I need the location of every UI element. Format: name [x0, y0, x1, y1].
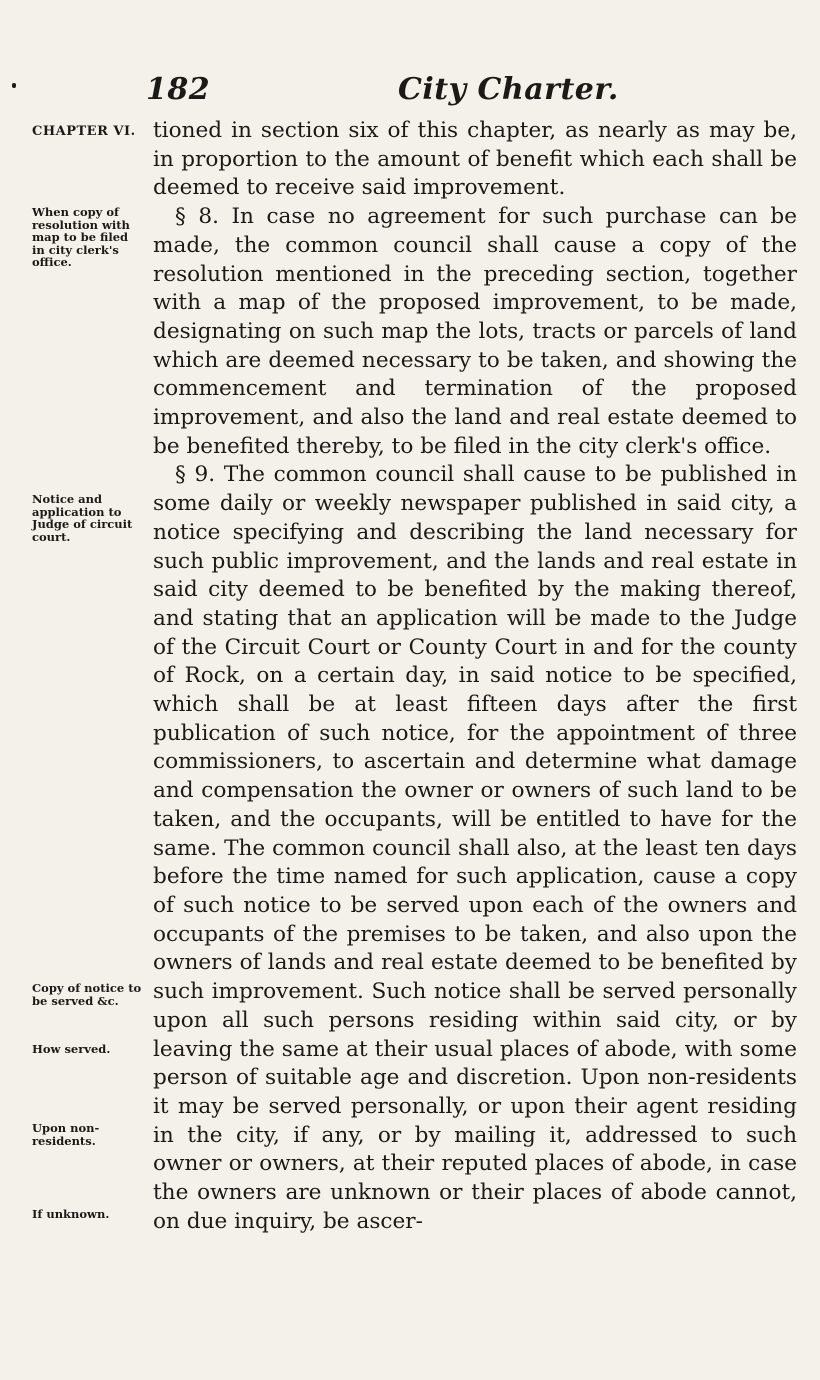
sidenote-copy-of-resolution: When copy of resolution with map to be filed in city clerk's office.: [32, 205, 130, 269]
sidenote-copy-of-notice: Copy of notice to be served &c.: [32, 981, 142, 1008]
sidenote-how-served: How served.: [32, 1042, 111, 1056]
paragraph-section-8: § 8. In case no agreement for such purchase can be made, the common council shall cause a copy of the resolution mentioned in the preceding section, together with a map of the proposed improvement, to be made, designating on such map the lots, tracts or parcels of land which are deemed necessary to be taken, and showing the commencement and termination of the proposed improvement, and also the land and real estate deemed to be benefited thereby, to be filed in the city clerk's office.: [153, 204, 797, 459]
sidenote-notice-and-application: Notice and application to Judge of circuit court.: [32, 492, 133, 544]
paragraph-continuation: tioned in section six of this chapter, as nearly as may be, in proportion to the amount of benefit which each shall be deemed to receive said improvement.: [153, 118, 797, 201]
sidenote-if-unknown: If unknown.: [32, 1207, 110, 1221]
paragraph-section-9: § 9. The common council shall cause to be published in some daily or weekly newspaper published in said city, a notice specifying and describing the land necessary for such public improvement, and the lands and real estate in said city deemed to be benefited by the making thereof, and stating that an application will be made to the Judge of the Circuit Court or County Court in and for the county of Rock, on a certain day, in said notice to be specified, which shall be at least fifteen days after the first publication of such notice, for the appointment of three commissioners, to ascertain and determine what damage and compensation the owner or owners of such land to be taken, and the occupants, will be entitled to have for the same. The common council shall also, at the least ten days before the time named for such application, cause a copy of such notice to be served upon each of the owners and occupants of the premises to be taken, and also upon the owners of lands and real estate deemed to be benefited by such improvement. Such notice shall be served personally upon all such persons residing within said city, or by leaving the same at their usual places of abode, with some person of suitable age and discretion. Upon non-residents it may be served personally, or upon their agent residing in the city, if any, or by mailing it, addressed to such owner or owners, at their reputed places of abode, in case the owners are unknown or their places of abode cannot, on due inquiry, be ascer-: [153, 462, 797, 1234]
page-header: [0, 68, 820, 112]
chapter-label: CHAPTER VI.: [32, 124, 136, 139]
page-number: 182: [146, 72, 211, 107]
sidenote-non-residents: Upon non-residents.: [32, 1121, 100, 1148]
running-title: City Charter.: [398, 72, 619, 107]
body-text: [153, 117, 797, 1236]
